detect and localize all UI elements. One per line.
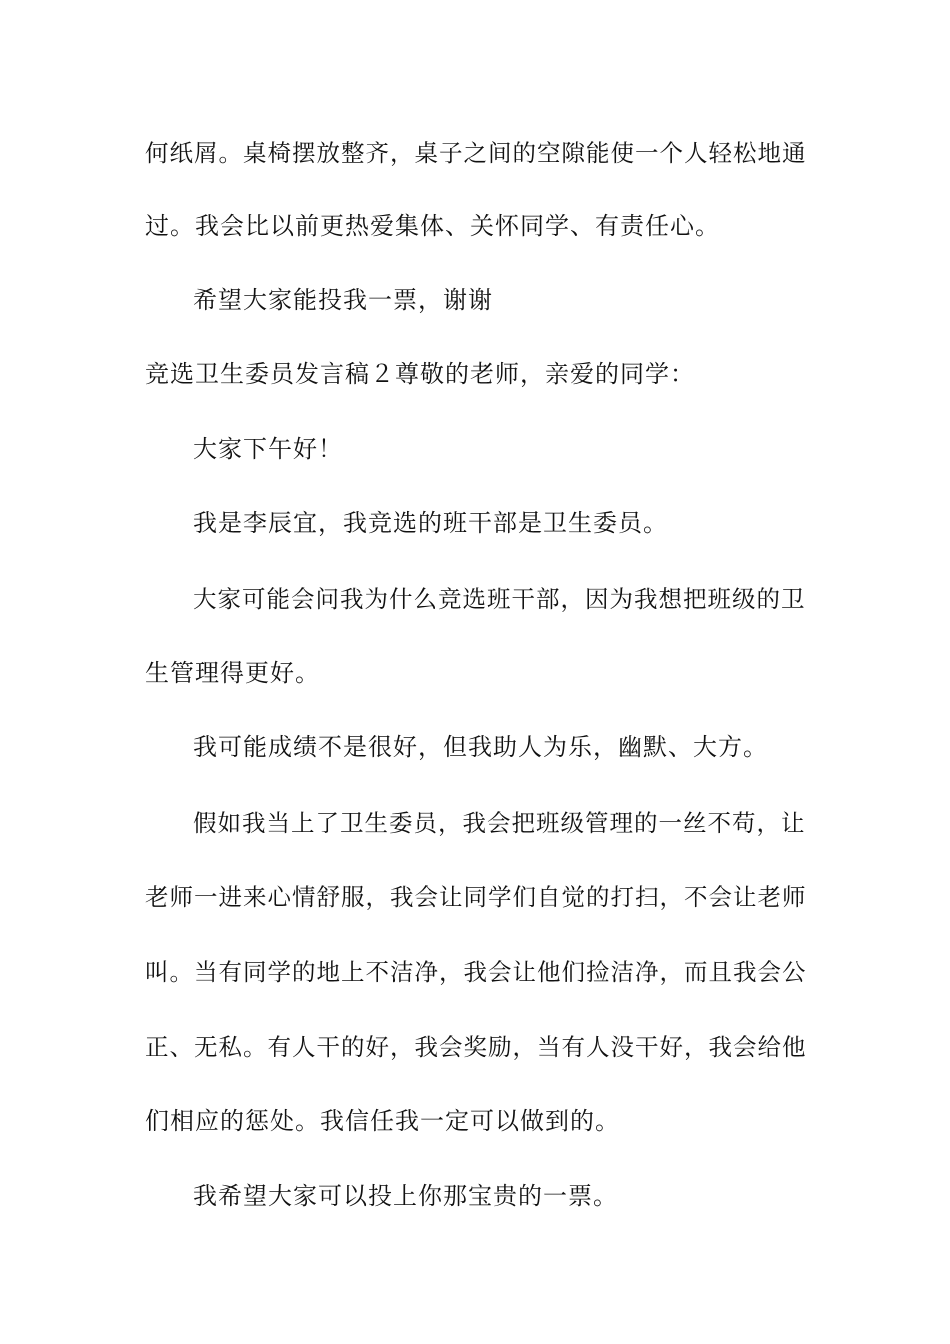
text-line: 希望大家能投我一票，谢谢 xyxy=(193,286,493,314)
text-line: 正、无私。有人干的好，我会奖励，当有人没干好，我会给他 xyxy=(145,1033,807,1061)
text-line: 老师一进来心情舒服，我会让同学们自觉的打扫，不会让老师 xyxy=(145,883,807,911)
text-line: 大家下午好！ xyxy=(193,435,343,463)
section-heading-line: 竞选卫生委员发言稿２尊敬的老师，亲爱的同学： xyxy=(145,360,695,388)
text-line: 大家可能会问我为什么竞选班干部，因为我想把班级的卫 xyxy=(193,585,806,613)
text-line: 过。我会比以前更热爱集体、关怀同学、有责任心。 xyxy=(145,212,720,240)
text-line: 我希望大家可以投上你那宝贵的一票。 xyxy=(193,1182,618,1210)
text-line: 我是李辰宜，我竞选的班干部是卫生委员。 xyxy=(193,509,668,537)
text-line: 生管理得更好。 xyxy=(145,659,320,687)
text-line: 我可能成绩不是很好，但我助人为乐，幽默、大方。 xyxy=(193,733,768,761)
text-line: 们相应的惩处。我信任我一定可以做到的。 xyxy=(145,1107,620,1135)
text-line: 何纸屑。桌椅摆放整齐，桌子之间的空隙能使一个人轻松地通 xyxy=(145,139,807,167)
text-line: 叫。当有同学的地上不洁净，我会让他们捡洁净，而且我会公 xyxy=(145,958,807,986)
text-line: 假如我当上了卫生委员，我会把班级管理的一丝不苟，让 xyxy=(193,809,806,837)
